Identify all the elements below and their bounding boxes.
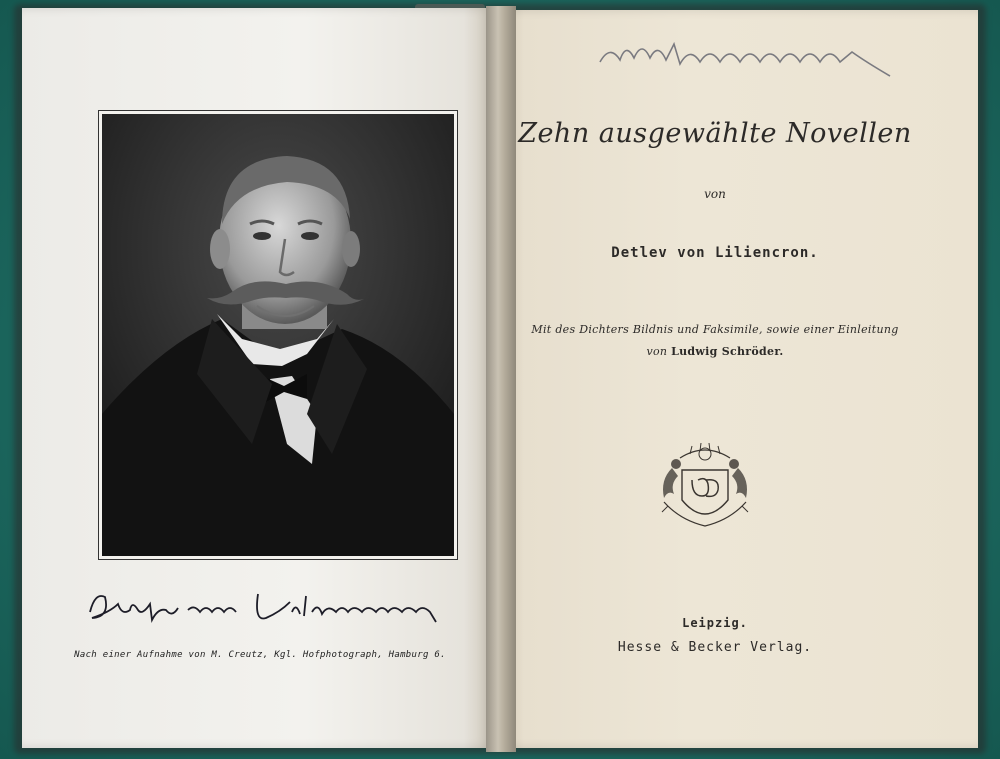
publisher-emblem-icon [650,440,760,535]
pencil-owner-mark [590,32,910,82]
publication-place: Leipzig. [682,616,748,630]
by-word: von [704,187,726,201]
subtitle-line-2 [505,345,925,358]
author-name: Detlev von Liliencron. [611,245,819,261]
author-portrait-photo [102,114,454,556]
subtitle-line-1: Mit des Dichters Bildnis und Faksimile, sowie einer Einleitung [531,323,899,336]
portrait-frame [98,110,458,560]
photo-caption: Nach einer Aufnahme von M. Creutz, Kgl. Hofphotograph, Hamburg 6. [74,650,446,660]
introduction-author: Ludwig Schröder. [671,345,784,358]
handwritten-signature [70,582,470,632]
publisher-name: Hesse & Becker Verlag. [617,640,813,655]
book-title: Zehn ausgewählte Novellen [518,118,912,149]
subtitle-line-2-prefix: von [646,345,668,358]
portrait-illustration [102,114,454,556]
